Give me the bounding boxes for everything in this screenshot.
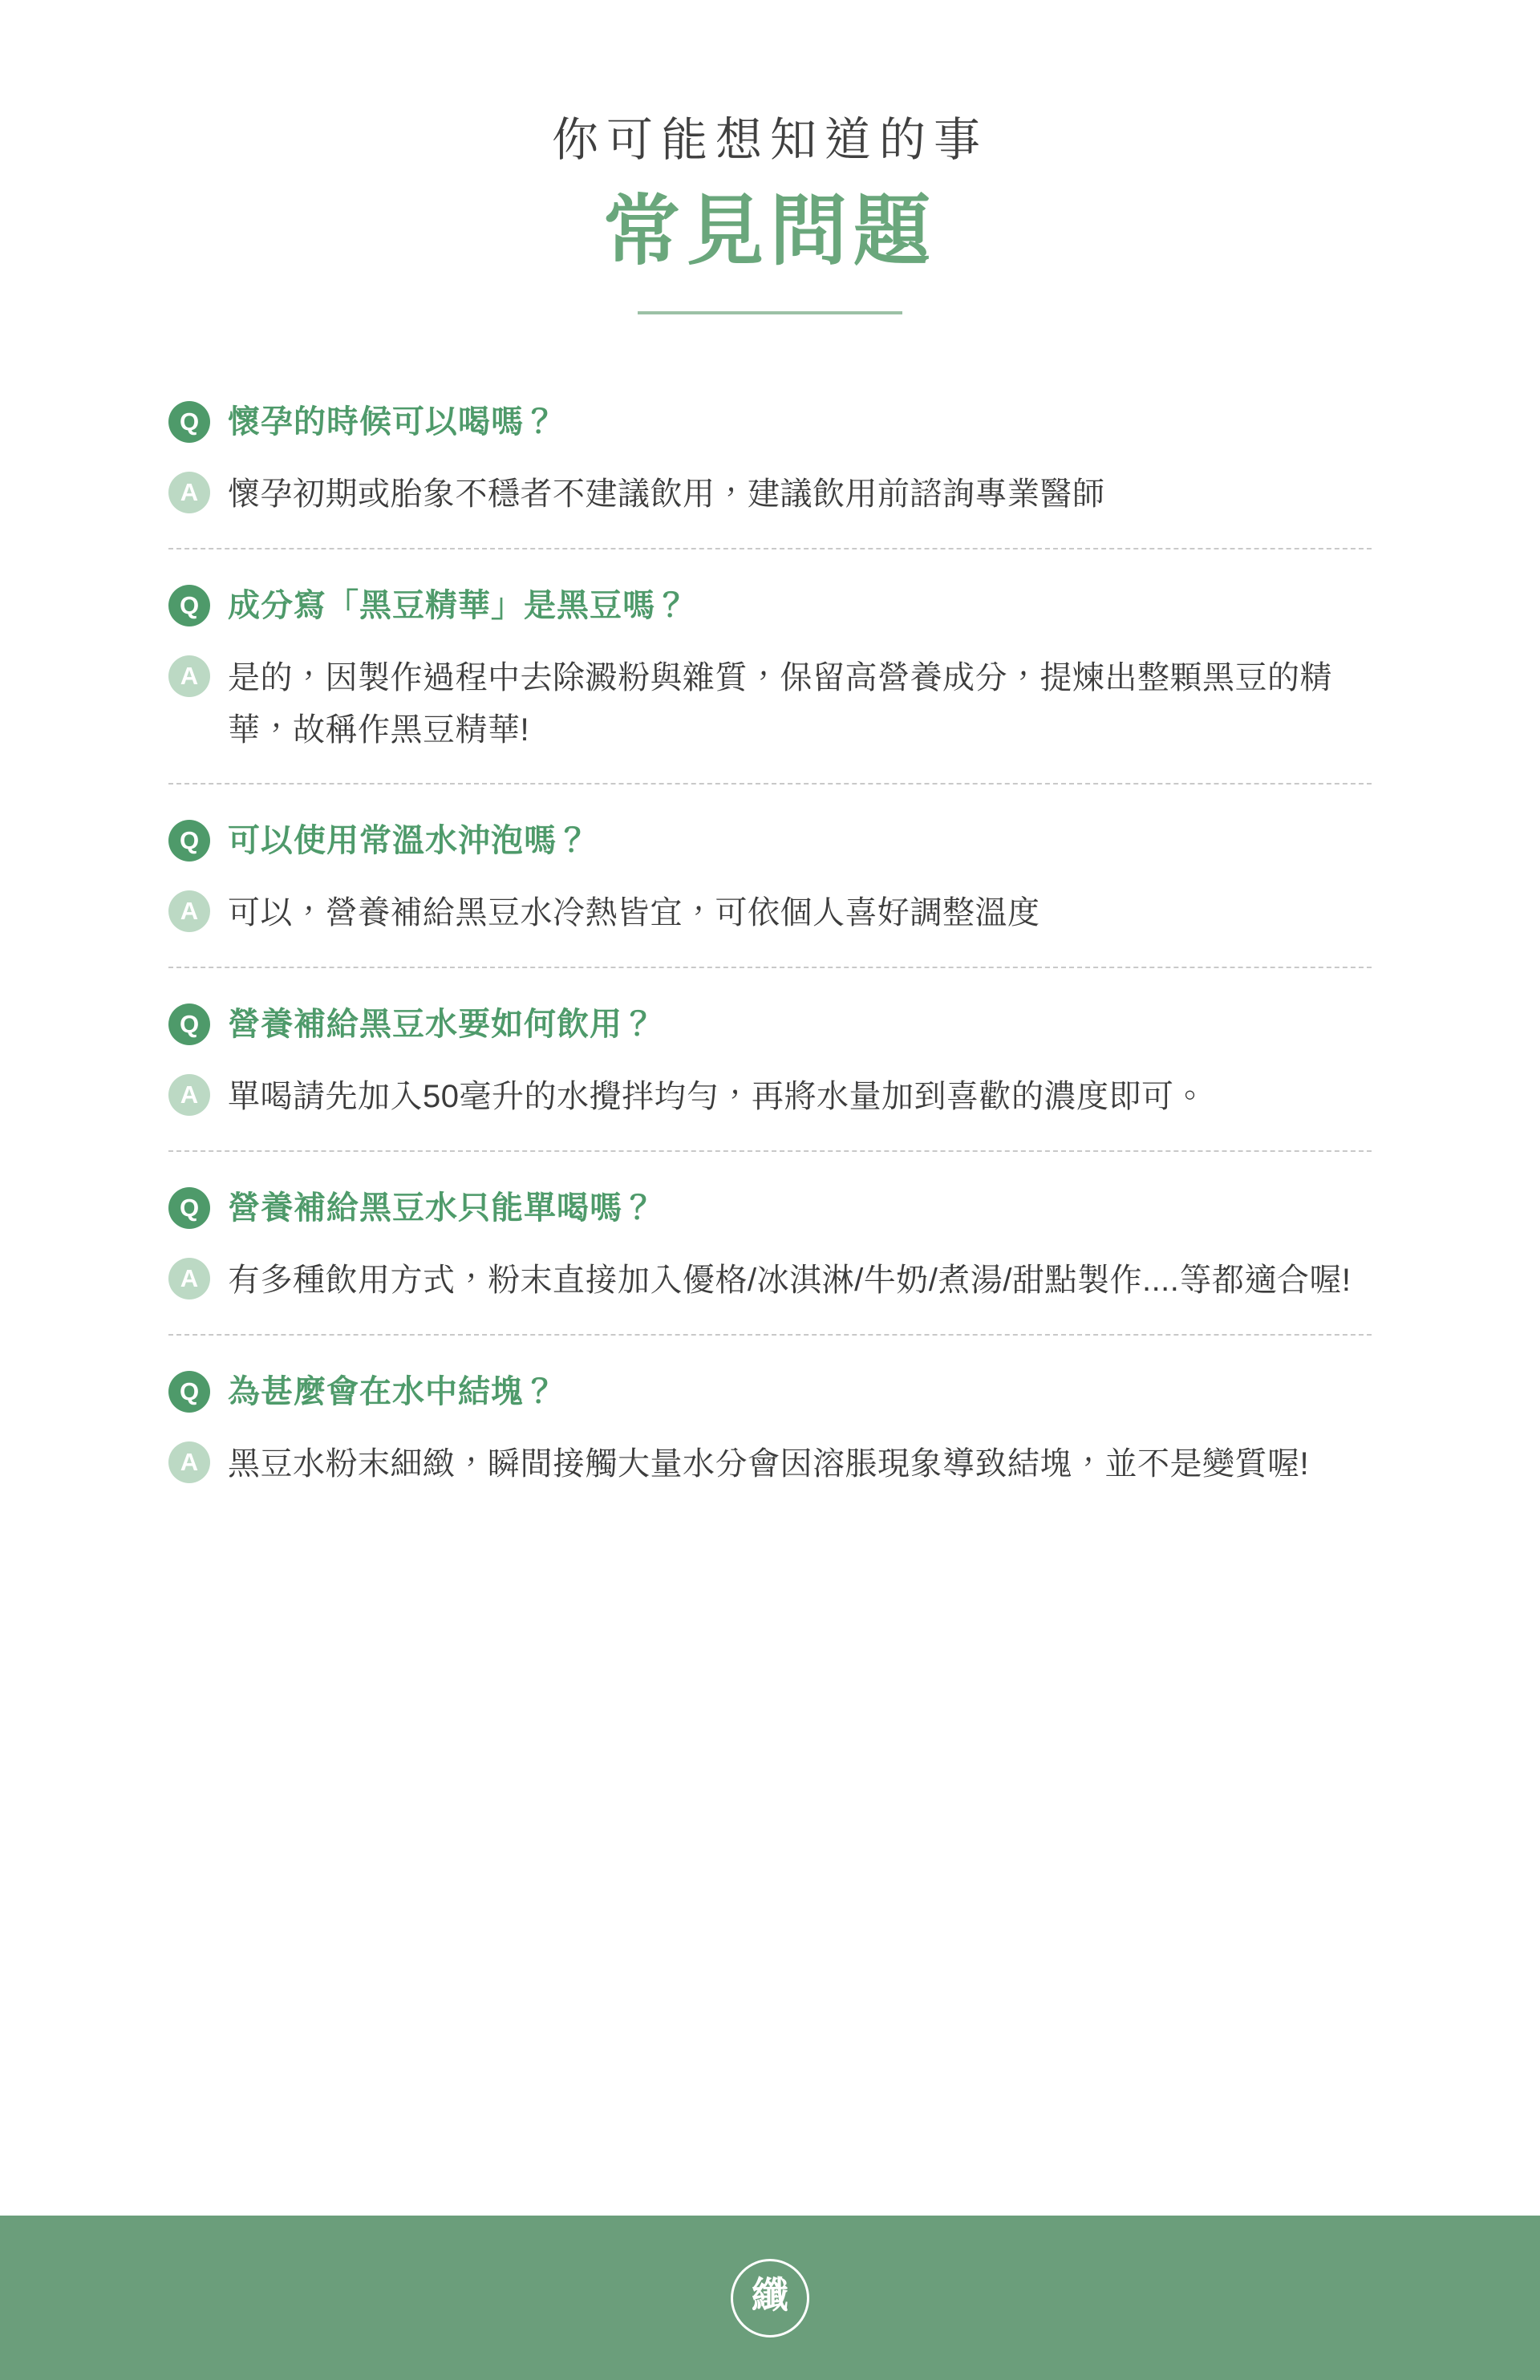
faq-question-text: 營養補給黑豆水只能單喝嗎？ [228,1190,655,1226]
faq-answer-text: 懷孕初期或胎象不穩者不建議飲用，建議飲用前諮詢專業醫師 [228,476,1105,512]
question-badge-icon: Q [168,585,210,626]
faq-question-row [168,1184,1372,1232]
faq-item [168,1184,1372,1336]
faq-question-text: 懷孕的時候可以喝嗎？ [228,403,557,440]
page-title: 常見問題 [603,188,937,274]
faq-answer-row [168,652,1372,756]
answer-badge-icon: A [168,655,210,697]
faq-question-text: 為甚麼會在水中結塊？ [228,1373,557,1409]
answer-badge-icon: A [168,472,210,513]
question-badge-icon: Q [168,1371,210,1413]
faq-answer-text: 黑豆水粉末細緻，瞬間接觸大量水分會因溶脹現象導致結塊，並不是變質喔! [228,1445,1310,1482]
faq-answer-text: 是的，因製作過程中去除澱粉與雜質，保留高營養成分，提煉出整顆黑豆的精華，故稱作黑豆精華! [228,659,1332,748]
answer-badge-icon: A [168,1074,210,1116]
faq-answer-row [168,1071,1372,1123]
faq-question-row [168,1368,1372,1416]
faq-question-text: 成分寫「黑豆精華」是黑豆嗎？ [228,587,688,623]
faq-question-row [168,1000,1372,1048]
faq-item [168,1368,1372,1518]
faq-question-text: 營養補給黑豆水要如何飲用？ [228,1007,655,1043]
faq-answer-row [168,1438,1372,1490]
faq-list [168,398,1372,1550]
question-badge-icon: Q [168,1187,210,1229]
faq-question-text: 可以使用常溫水沖泡嗎？ [228,823,590,859]
title-divider [638,311,902,314]
answer-badge-icon: A [168,1441,210,1483]
faq-answer-text: 可以，營養補給黑豆水冷熱皆宜，可依個人喜好調整溫度 [228,895,1040,931]
faq-item [168,582,1372,785]
brand-logo-icon: 纖 [731,2259,809,2337]
faq-question-row [168,398,1372,446]
page-footer [0,2216,1540,2380]
question-badge-icon: Q [168,401,210,443]
faq-item [168,398,1372,549]
answer-badge-icon: A [168,1258,210,1299]
faq-item [168,817,1372,968]
faq-answer-text: 有多種飲用方式，粉末直接加入優格/冰淇淋/牛奶/煮湯/甜點製作....等都適合喔! [228,1262,1352,1298]
question-badge-icon: Q [168,820,210,862]
page-header [0,0,1540,314]
faq-item [168,1000,1372,1152]
page-eyebrow: 你可能想知道的事 [551,114,988,166]
faq-question-row [168,582,1372,630]
question-badge-icon: Q [168,1003,210,1045]
faq-answer-row [168,468,1372,521]
faq-answer-row [168,1255,1372,1307]
faq-question-row [168,817,1372,865]
faq-answer-row [168,887,1372,939]
faq-answer-text: 單喝請先加入50毫升的水攪拌均勻，再將水量加到喜歡的濃度即可。 [228,1079,1206,1115]
answer-badge-icon: A [168,890,210,932]
